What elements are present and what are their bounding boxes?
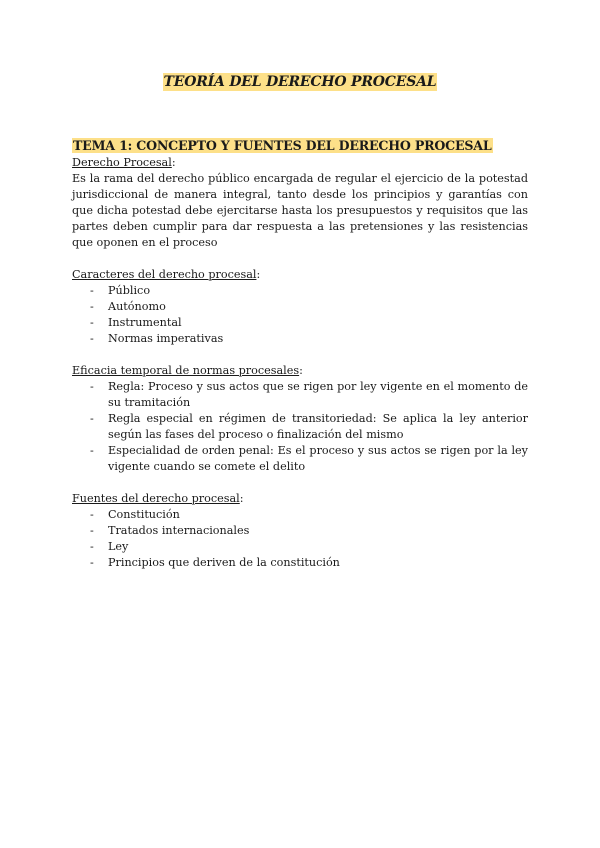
list-item-text: Tratados internacionales (108, 524, 250, 537)
definition-text: Es la rama del derecho público encargada de regular el ejercicio de la potestad jurisdiccional de manera integral, tanto desde los principios y garantías con que dicha potestad debe ejercitarse hasta los presupuestos y requisitos que las partes deben cumplir para dar respuesta a las pretensiones y las resistencias que oponen en el proceso (72, 172, 528, 249)
list-item-text: Ley (108, 540, 129, 553)
caracteres-label: Caracteres del derecho procesal (72, 268, 257, 281)
list-item (72, 379, 528, 411)
list-item-text: Constitución (108, 508, 180, 521)
list-item-text: Regla especial en régimen de transitoriedad: Se aplica la ley anterior según las fases del proceso o finalización del mismo (108, 412, 528, 441)
list-item (72, 555, 528, 571)
eficacia-list (72, 379, 528, 475)
dash-bullet: - (90, 316, 94, 329)
section-heading-text: TEMA 1: CONCEPTO Y FUENTES DEL DERECHO PROCESAL (73, 138, 492, 153)
list-item (72, 443, 528, 475)
list-item-text: Público (108, 284, 151, 297)
eficacia-label-colon: : (299, 364, 303, 377)
eficacia-label: Eficacia temporal de normas procesales (72, 364, 300, 377)
dash-bullet: - (90, 284, 94, 297)
list-item (72, 331, 528, 347)
document-body (72, 137, 528, 571)
list-item (72, 539, 528, 555)
list-item-text: Autónomo (108, 300, 166, 313)
dash-bullet: - (90, 300, 94, 313)
list-item (72, 315, 528, 331)
section-heading (72, 137, 528, 155)
fuentes-label: Fuentes del derecho procesal (72, 492, 240, 505)
definition-label: Derecho Procesal (72, 156, 172, 169)
dash-bullet: - (90, 444, 94, 457)
fuentes-list (72, 507, 528, 571)
document-title-text: TEORÍA DEL DERECHO PROCESAL (163, 74, 437, 90)
list-item (72, 283, 528, 299)
list-item (72, 411, 528, 443)
list-item-text: Regla: Proceso y sus actos que se rigen por ley vigente en el momento de su tramitación (108, 380, 528, 409)
caracteres-label-colon: : (256, 268, 261, 281)
list-item (72, 299, 528, 315)
dash-bullet: - (90, 508, 94, 521)
dash-bullet: - (90, 412, 94, 425)
definition-label-line (72, 155, 528, 171)
dash-bullet: - (90, 556, 94, 569)
dash-bullet: - (90, 380, 94, 393)
list-item-text: Especialidad de orden penal: Es el proceso y sus actos se rigen por la ley vigente cuando se comete el delito (108, 444, 528, 473)
list-item-text: Principios que deriven de la constitución (108, 556, 340, 569)
list-item-text: Instrumental (108, 316, 182, 329)
caracteres-label-line (72, 267, 528, 283)
list-item (72, 507, 528, 523)
list-item (72, 523, 528, 539)
definition-label-colon: : (171, 156, 176, 169)
spacer (72, 347, 528, 363)
spacer (72, 475, 528, 491)
document-title (0, 74, 600, 90)
caracteres-list (72, 283, 528, 347)
eficacia-label-line (72, 363, 528, 379)
dash-bullet: - (90, 540, 94, 553)
list-item-text: Normas imperativas (108, 332, 224, 345)
spacer (72, 251, 528, 267)
fuentes-label-colon: : (239, 492, 244, 505)
fuentes-label-line (72, 491, 528, 507)
dash-bullet: - (90, 332, 94, 345)
dash-bullet: - (90, 524, 94, 537)
